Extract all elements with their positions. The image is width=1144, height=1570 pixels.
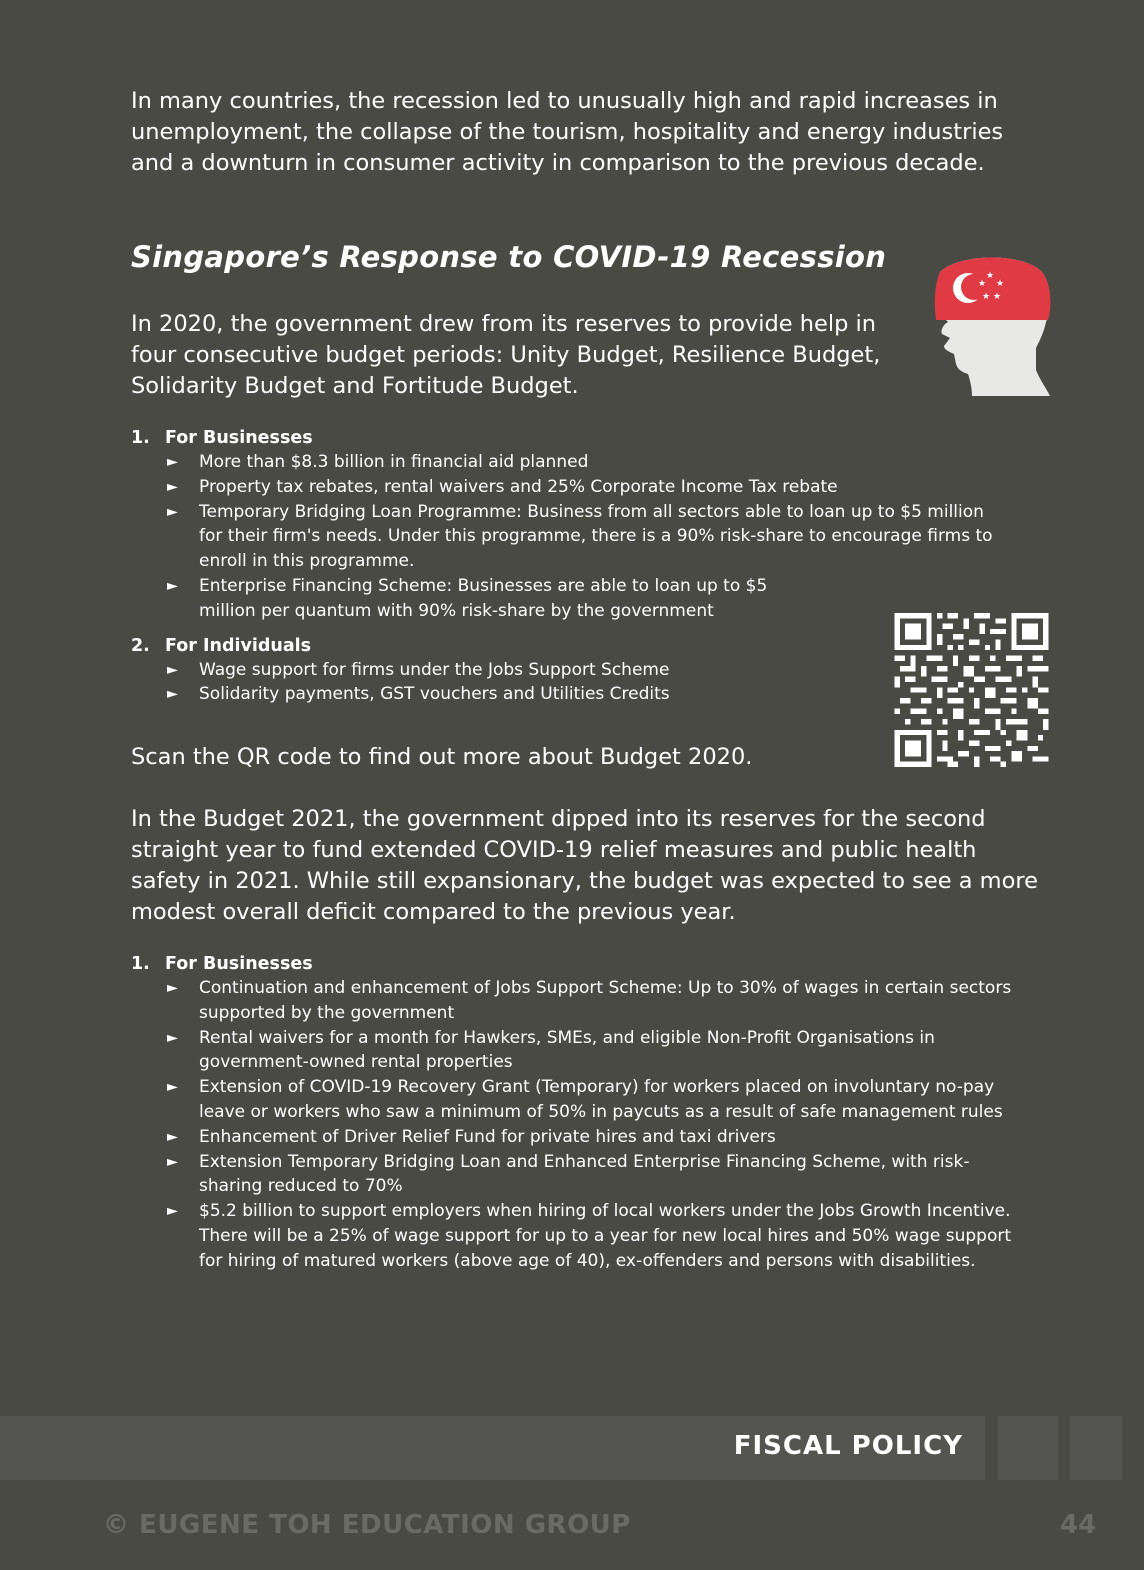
group-businesses-2020 (131, 426, 1031, 624)
list-item: ► Rental waivers for a month for Hawkers, SMEs, and eligible Non-Profit Organisations in government-owned rental properties (167, 1027, 935, 1073)
list-item: ► Enhancement of Driver Relief Fund for private hires and taxi drivers (167, 1125, 1013, 1150)
svg-text:★: ★ (982, 292, 991, 302)
footer-band (0, 1416, 985, 1480)
copyright-text: © EUGENE TOH EDUCATION GROUP (103, 1510, 631, 1540)
footer-square-decoration (1070, 1416, 1122, 1480)
arrow-bullet-icon: ► (167, 577, 178, 594)
list-item: ► Continuation and enhancement of Jobs Support Scheme: Up to 30% of wages in certain sectors supported by the government (167, 978, 1012, 1023)
svg-text:★: ★ (996, 279, 1005, 289)
arrow-bullet-icon: ► (167, 1203, 178, 1220)
arrow-bullet-icon: ► (167, 686, 178, 703)
arrow-bullet-icon: ► (167, 1128, 178, 1145)
intro-paragraph: In many countries, the recession led to unusually high and rapid increases in unemployment, the collapse of the tourism, hospitality and energy industries and a downturn in consumer activity in comparison to the previous decade. (131, 88, 1004, 176)
list-number: 2. (131, 635, 150, 656)
svg-text:★: ★ (986, 271, 995, 281)
list-item: ► Solidarity payments, GST vouchers and Utilities Credits (167, 682, 1031, 707)
list-item: ► Temporary Bridging Loan Programme: Business from all sectors able to loan up to $5 million for their firm's needs. Under this programme, there is a 90% risk-share to encourage firms to enroll in this programme. (167, 501, 993, 572)
group-title: For Businesses (165, 954, 313, 974)
scan-qr-text: Scan the QR code to find out more about Budget 2020. (131, 744, 753, 770)
arrow-bullet-icon: ► (167, 1029, 178, 1046)
group-businesses-2021 (131, 952, 1031, 1274)
list-number: 1. (131, 428, 150, 448)
group-title: For Businesses (165, 428, 313, 448)
section-heading: Singapore’s Response to COVID-19 Recession (131, 240, 887, 274)
list-item: ► Wage support for firms under the Jobs Support Scheme (167, 658, 1031, 683)
footer-section-label: FISCAL POLICY (733, 1431, 963, 1461)
svg-text:★: ★ (978, 279, 987, 289)
list-item: ► Property tax rebates, rental waivers and 25% Corporate Income Tax rebate (167, 475, 1031, 500)
list-item: ► Extension of COVID-19 Recovery Grant (Temporary) for workers placed on involuntary no-pay leave or workers who saw a minimum of 50% in paycuts as a result of safe management rules (167, 1077, 1003, 1122)
list-item: ► More than $8.3 billion in financial aid planned (167, 450, 1031, 475)
list-item: ► Extension Temporary Bridging Loan and Enhanced Enterprise Financing Scheme, with risk-sharing reduced to 70% (167, 1151, 970, 1197)
budget-2021-paragraph: In the Budget 2021, the government dipped into its reserves for the second straight year to fund extended COVID-19 relief measures and public health safety in 2021. While still expansionary, the budget was expected to see a more modest overall deficit compared to the previous year. (131, 806, 1038, 925)
list-item: ► $5.2 billion to support employers when hiring of local workers under the Jobs Growth Incentive. There will be a 25% of wage support for up to a year for new local hires and 50% wage support for hiring of matured workers (above age of 40), ex-offenders and persons with disabilities. (167, 1201, 1012, 1271)
budget-2021-list (131, 952, 1031, 1274)
qr-code[interactable] (893, 613, 1050, 767)
group-title: For Individuals (165, 635, 312, 656)
page-number: 44 (1060, 1510, 1097, 1540)
arrow-bullet-icon: ► (167, 478, 178, 495)
arrow-bullet-icon: ► (167, 661, 178, 678)
svg-text:★: ★ (993, 292, 1002, 302)
footer-square-decoration (998, 1416, 1058, 1480)
arrow-bullet-icon: ► (167, 980, 178, 996)
arrow-bullet-icon: ► (167, 454, 178, 470)
arrow-bullet-icon: ► (167, 1079, 178, 1096)
list-item: ► Enterprise Financing Scheme: Businesses are able to loan up to $5 million per quantum with 90% risk-share by the government (167, 575, 768, 621)
arrow-bullet-icon: ► (167, 1153, 178, 1170)
list-number: 1. (131, 954, 150, 974)
arrow-bullet-icon: ► (167, 503, 178, 520)
budget-2020-paragraph: In 2020, the government drew from its reserves to provide help in four consecutive budget periods: Unity Budget, Resilience Budget, Solidarity Budget and Fortitude Budget. (131, 311, 881, 399)
singapore-flag-head-icon (928, 252, 1052, 398)
